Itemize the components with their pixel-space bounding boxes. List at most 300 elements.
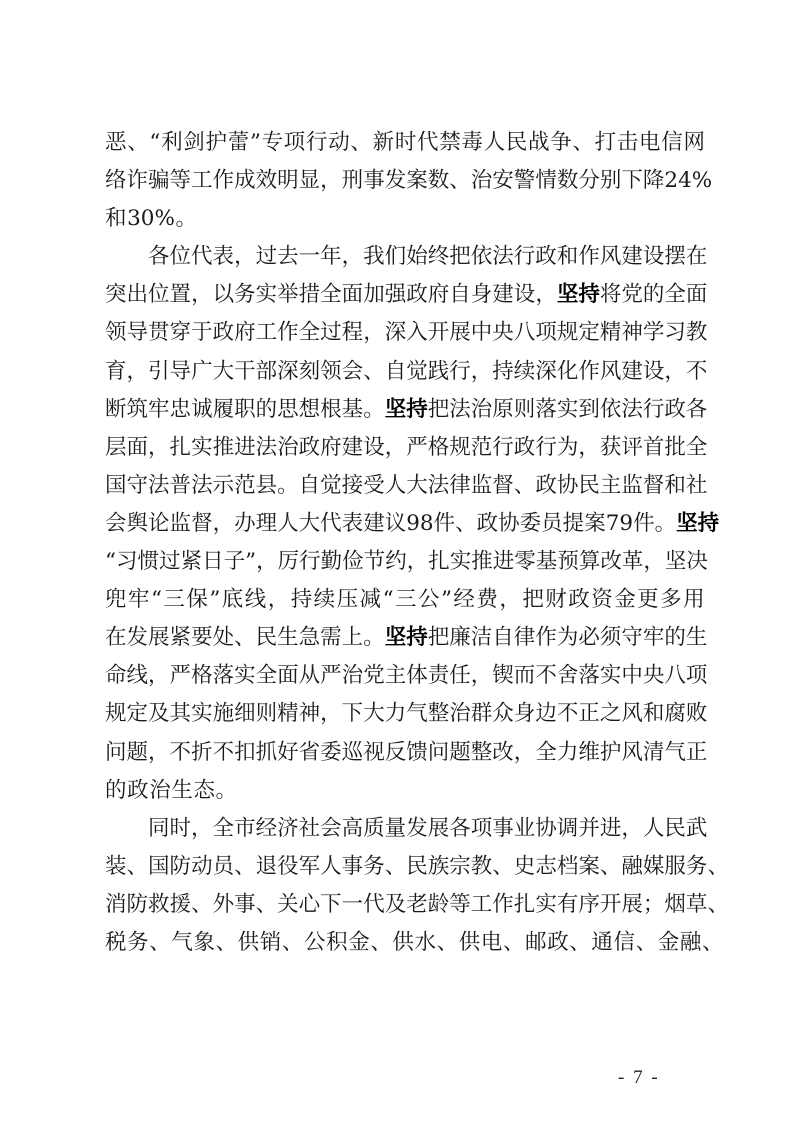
text-char: 代 — [417, 130, 439, 155]
text-char: 动 — [191, 853, 213, 879]
text-char: 资 — [591, 587, 613, 613]
text-char: 政 — [535, 244, 557, 270]
text-char: 于 — [191, 320, 213, 346]
text-char: 折 — [191, 739, 213, 765]
text-char: 而 — [513, 663, 536, 689]
text-char: 专 — [261, 130, 284, 155]
text-char: 融 — [621, 853, 643, 879]
text-char: 。 — [363, 625, 385, 651]
text-char: 守 — [126, 472, 149, 498]
text-char: 其 — [169, 701, 192, 727]
text-char: 从 — [298, 663, 321, 689]
text-char: ， — [643, 549, 665, 575]
text-char: 八 — [513, 320, 536, 346]
text-char: 全 — [320, 282, 342, 308]
text-char: ， — [320, 701, 342, 727]
text-char: 服 — [664, 853, 686, 879]
text-char: 持 — [290, 587, 313, 613]
text-char: 下 — [320, 891, 342, 917]
text-char: 会 — [105, 510, 127, 536]
text-char: 等 — [169, 168, 192, 194]
text-char: 不 — [169, 739, 192, 765]
text-char: 发 — [384, 168, 407, 194]
text-char: 行 — [513, 244, 536, 270]
text-char: 提 — [562, 510, 585, 536]
text-char: ， — [470, 663, 493, 689]
text-char: 法 — [148, 472, 170, 498]
text-char: “ — [149, 130, 161, 155]
text-char: 扎 — [169, 434, 192, 460]
text-char: 维 — [578, 739, 600, 765]
text-char: 治 — [149, 777, 171, 803]
text-char: 各 — [449, 815, 471, 841]
text-char: 。 — [654, 510, 677, 536]
text-char: 财 — [545, 587, 567, 613]
text-char: 决 — [686, 549, 708, 575]
text-char: 民 — [578, 472, 600, 498]
text-line — [105, 353, 708, 391]
text-char: 程 — [341, 320, 364, 346]
text-char: 实 — [599, 663, 622, 689]
text-char: 为 — [556, 625, 579, 651]
text-char: 廉 — [449, 625, 471, 651]
text-char: 项 — [535, 320, 557, 346]
text-char: 击 — [616, 130, 639, 155]
text-char: 邮 — [525, 929, 547, 955]
text-char: 题 — [449, 739, 471, 765]
text-char: 装 — [105, 853, 127, 879]
text-char: 的 — [105, 777, 127, 803]
text-char: 行 — [449, 358, 471, 384]
text-char: 龄 — [427, 891, 450, 917]
text-char: ， — [664, 358, 686, 384]
text-char: 利 — [161, 130, 183, 155]
text-char: 分 — [578, 168, 600, 194]
text-char: 禁 — [439, 130, 461, 155]
text-char: 范 — [470, 434, 493, 460]
text-char: 深 — [277, 358, 299, 384]
text-char: 数 — [427, 168, 450, 194]
text-char: 销 — [259, 929, 282, 955]
text-char: 八 — [664, 663, 686, 689]
text-char: 洁 — [470, 625, 493, 651]
text-char: 设 — [642, 358, 665, 384]
text-char: 定 — [578, 320, 600, 346]
text-char: 质 — [363, 815, 385, 841]
text-char: 一 — [298, 244, 321, 270]
text-char: 则 — [513, 396, 536, 422]
text-char: ； — [642, 891, 665, 917]
text-char: 成 — [234, 168, 256, 194]
text-char: 俭 — [342, 549, 364, 575]
text-char: 论 — [148, 510, 170, 536]
text-char: 气 — [664, 739, 686, 765]
text-char: 进 — [234, 434, 256, 460]
text-char: 和 — [664, 472, 686, 498]
text-char: 依 — [470, 244, 493, 270]
text-char: 各 — [685, 396, 708, 422]
text-line — [105, 695, 708, 733]
text-char: 首 — [642, 434, 665, 460]
text-char: 范 — [234, 472, 256, 498]
text-char: 党 — [621, 282, 643, 308]
text-char: 定 — [126, 701, 149, 727]
text-char: 精 — [599, 320, 622, 346]
text-char: 上 — [341, 625, 364, 651]
text-char: ， — [256, 549, 278, 575]
text-char: 金 — [657, 929, 680, 955]
text-char: 政 — [664, 396, 686, 422]
text-char: 骗 — [148, 168, 170, 194]
text-char: 展 — [449, 320, 471, 346]
text-char: 践 — [427, 358, 450, 384]
text-char: ， — [578, 434, 600, 460]
text-char: 通 — [591, 929, 613, 955]
text-char: 民 — [406, 853, 428, 879]
text-line — [105, 238, 708, 276]
text-char: 设 — [642, 244, 665, 270]
text-char: 巡 — [341, 739, 364, 765]
text-char: 建 — [341, 434, 364, 460]
text-char: 建 — [363, 510, 385, 536]
text-char: 员 — [212, 853, 235, 879]
text-char: 规 — [449, 434, 471, 460]
text-line — [105, 619, 708, 657]
text-char: 大 — [363, 701, 385, 727]
text-char: 引 — [148, 358, 170, 384]
text-char: 展 — [621, 891, 643, 917]
text-char: 设 — [513, 282, 536, 308]
bold-keyword: 坚 — [556, 282, 579, 308]
text-char: 想 — [298, 396, 321, 422]
text-char: 督 — [492, 472, 514, 498]
text-char: 风 — [621, 701, 643, 727]
text-char: 约 — [385, 549, 407, 575]
text-char: 受 — [363, 472, 385, 498]
text-char: 忠 — [169, 396, 192, 422]
text-char: 毒 — [461, 130, 483, 155]
text-char: 导 — [126, 320, 149, 346]
text-char: 务 — [363, 853, 385, 879]
text-char: 不 — [212, 739, 235, 765]
text-char: 协 — [498, 510, 520, 536]
text-char: 案 — [584, 510, 606, 536]
text-char: 督 — [642, 472, 665, 498]
text-line — [105, 276, 708, 314]
text-char: 网 — [683, 130, 705, 155]
text-char: 及 — [384, 891, 407, 917]
text-char: 、 — [707, 853, 729, 879]
text-char: 牢 — [148, 396, 170, 422]
text-char: 、 — [363, 358, 385, 384]
text-char: 保 — [186, 587, 208, 613]
text-char: ， — [148, 434, 170, 460]
text-char: 思 — [277, 396, 299, 422]
text-char: 作 — [492, 891, 514, 917]
text-char: 表 — [212, 244, 235, 270]
text-char: ” — [440, 587, 452, 613]
text-char: 行 — [492, 434, 514, 460]
text-char: 显 — [298, 168, 321, 194]
text-char: 不 — [535, 663, 557, 689]
text-char: 络 — [105, 168, 127, 194]
text-char: 和 — [642, 701, 665, 727]
text-char: 面 — [277, 663, 299, 689]
text-char: 、 — [126, 853, 149, 879]
text-char: 反 — [384, 739, 407, 765]
text-char: 省 — [298, 739, 321, 765]
text-char: 民 — [255, 625, 278, 651]
text-char: 自 — [384, 358, 407, 384]
text-char: 规 — [105, 701, 127, 727]
text-char: 施 — [212, 701, 235, 727]
text-char: 、 — [191, 891, 213, 917]
text-line — [105, 162, 713, 200]
text-char: 批 — [664, 434, 686, 460]
text-char: 则 — [255, 701, 278, 727]
text-char: 教 — [470, 853, 493, 879]
text-char: 领 — [105, 320, 127, 346]
text-char: 把 — [427, 625, 450, 651]
text-char: 学 — [642, 320, 665, 346]
text-char: 档 — [556, 853, 579, 879]
text-char: 压 — [336, 587, 359, 613]
text-char: 政 — [212, 320, 235, 346]
text-char: 公 — [417, 587, 440, 613]
text-char: 案 — [578, 853, 600, 879]
text-char: 原 — [492, 396, 514, 422]
text-char: 志 — [535, 853, 557, 879]
text-char: 腐 — [664, 701, 686, 727]
text-char: 底 — [221, 587, 244, 613]
text-char: 79 — [605, 510, 634, 536]
text-char: 深 — [535, 358, 557, 384]
text-char: 政 — [535, 472, 557, 498]
text-char: 正 — [578, 701, 600, 727]
text-char: 24% — [664, 168, 713, 194]
text-char: 神 — [621, 320, 643, 346]
text-char: 下 — [621, 168, 643, 194]
document-body — [105, 124, 729, 962]
text-char: 全 — [212, 815, 235, 841]
text-char: 刻 — [298, 358, 321, 384]
text-char: 普 — [169, 472, 192, 498]
text-char: ， — [621, 815, 643, 841]
text-char: 续 — [513, 358, 536, 384]
text-char: 败 — [685, 701, 708, 727]
text-char: 国 — [148, 853, 170, 879]
text-char: 、 — [701, 929, 724, 955]
text-char: 基 — [341, 396, 364, 422]
text-char: 格 — [427, 434, 450, 460]
text-char: ， — [267, 587, 290, 613]
text-char: 三 — [163, 587, 185, 613]
text-char: 作 — [578, 244, 600, 270]
text-char: 身 — [470, 282, 493, 308]
text-char: 央 — [642, 663, 665, 689]
text-char: 水 — [414, 929, 437, 955]
text-char: 会 — [320, 815, 342, 841]
text-char: 、 — [149, 929, 171, 955]
text-char: 律 — [513, 625, 536, 651]
text-char: 示 — [212, 472, 235, 498]
text-char: 防 — [169, 853, 192, 879]
text-char: 体 — [406, 663, 428, 689]
text-char: 视 — [363, 739, 385, 765]
text-char: 须 — [599, 625, 622, 651]
text-line — [105, 848, 729, 886]
text-char: 到 — [578, 396, 600, 422]
text-char: 兜 — [105, 587, 127, 613]
text-char: 时 — [169, 815, 192, 841]
text-char: 事 — [363, 168, 385, 194]
bold-keyword: 持 — [697, 510, 720, 536]
text-char: 全 — [535, 739, 557, 765]
text-char: 史 — [513, 853, 536, 879]
text-char: 群 — [470, 701, 493, 727]
text-char: 的 — [642, 282, 665, 308]
text-char: “ — [150, 587, 162, 613]
text-char: 接 — [341, 472, 364, 498]
text-char: 关 — [277, 891, 299, 917]
text-char: 过 — [255, 244, 278, 270]
text-char: 我 — [363, 244, 385, 270]
text-char: 年 — [320, 244, 342, 270]
text-char: 去 — [277, 244, 299, 270]
text-char: 供 — [458, 929, 481, 955]
text-char: 格 — [191, 663, 213, 689]
text-char: 进 — [492, 549, 515, 575]
text-char: 获 — [599, 434, 622, 460]
text-char: 、 — [707, 891, 729, 917]
text-char: 节 — [363, 549, 386, 575]
text-char: 抓 — [255, 739, 278, 765]
text-char: 出 — [126, 282, 149, 308]
text-char: 、 — [513, 472, 536, 498]
text-char: 各 — [148, 244, 170, 270]
text-char: 效 — [255, 168, 278, 194]
text-char: 警 — [513, 168, 536, 194]
text-char: 大 — [212, 358, 235, 384]
text-char: 事 — [234, 891, 256, 917]
text-line — [105, 734, 708, 772]
text-char: 、 — [599, 853, 622, 879]
text-char: ， — [499, 587, 521, 613]
text-char: 、 — [384, 853, 407, 879]
text-char: 。 — [277, 472, 299, 498]
text-char: 委 — [519, 510, 542, 536]
text-char: 位 — [148, 282, 170, 308]
text-char: 积 — [326, 929, 348, 955]
text-char: 身 — [513, 701, 536, 727]
text-char: 武 — [685, 815, 708, 841]
text-char: ， — [341, 244, 364, 270]
text-char: 之 — [599, 701, 622, 727]
text-char: 供 — [392, 929, 414, 955]
text-char: 心 — [298, 891, 321, 917]
text-char: ， — [363, 320, 385, 346]
paragraph — [105, 124, 713, 238]
text-char: 觉 — [320, 472, 342, 498]
text-char: 人 — [642, 815, 665, 841]
text-char: 融 — [679, 929, 702, 955]
text-char: 作 — [578, 358, 600, 384]
text-char: 协 — [556, 472, 579, 498]
text-char: 、 — [255, 891, 278, 917]
text-char: 舆 — [126, 510, 149, 536]
text-char: 治 — [341, 663, 364, 689]
text-line — [105, 314, 708, 352]
text-char: 法 — [255, 434, 278, 460]
text-char: 责 — [427, 663, 450, 689]
text-char: 济 — [277, 815, 299, 841]
text-char: 入 — [406, 320, 428, 346]
text-char: 严 — [169, 663, 192, 689]
text-char: 办 — [234, 510, 256, 536]
text-char: 干 — [234, 358, 256, 384]
text-char: 广 — [191, 358, 213, 384]
text-char: 督 — [191, 510, 213, 536]
text-char: 教 — [685, 320, 708, 346]
text-char: ， — [384, 434, 407, 460]
text-line — [105, 391, 708, 429]
text-char: 坚 — [664, 549, 687, 575]
text-char: 调 — [556, 815, 579, 841]
text-char: ， — [148, 663, 170, 689]
text-char: 协 — [535, 815, 557, 841]
text-char: 人 — [277, 510, 299, 536]
text-line — [105, 200, 705, 238]
text-char: 代 — [191, 244, 213, 270]
text-char: 府 — [234, 320, 256, 346]
text-char: 作 — [535, 625, 557, 651]
text-char: 实 — [535, 891, 557, 917]
text-char: 处 — [212, 625, 235, 651]
text-char: 护 — [205, 130, 228, 155]
text-char: 和 — [556, 244, 579, 270]
text-char: 边 — [535, 701, 557, 727]
text-char: 作 — [212, 168, 235, 194]
text-char: 惯 — [137, 549, 160, 575]
text-char: 用 — [683, 587, 705, 613]
text-char: 。 — [363, 396, 385, 422]
text-char: 作 — [277, 320, 299, 346]
text-char: 金 — [348, 929, 370, 955]
text-char: 面 — [685, 282, 708, 308]
text-char: 断 — [105, 396, 127, 422]
text-char: 、 — [436, 929, 459, 955]
text-char: 诚 — [191, 396, 213, 422]
text-line — [105, 429, 708, 467]
text-char: ， — [212, 510, 235, 536]
text-char: 建 — [621, 358, 643, 384]
text-char: 生 — [685, 625, 708, 651]
text-char: 国 — [105, 472, 127, 498]
text-char: 电 — [639, 130, 661, 155]
text-char: 全 — [255, 663, 278, 689]
text-char: ” — [245, 549, 257, 575]
text-char: 面 — [341, 282, 364, 308]
text-char: 们 — [384, 244, 407, 270]
text-char: 央 — [492, 320, 514, 346]
text-char: 以 — [212, 282, 235, 308]
text-char: 。 — [215, 777, 238, 803]
text-char: 行 — [306, 130, 328, 155]
text-char: 问 — [105, 739, 127, 765]
text-char: 实 — [556, 396, 579, 422]
paragraph — [105, 238, 720, 809]
text-char: ， — [470, 358, 493, 384]
